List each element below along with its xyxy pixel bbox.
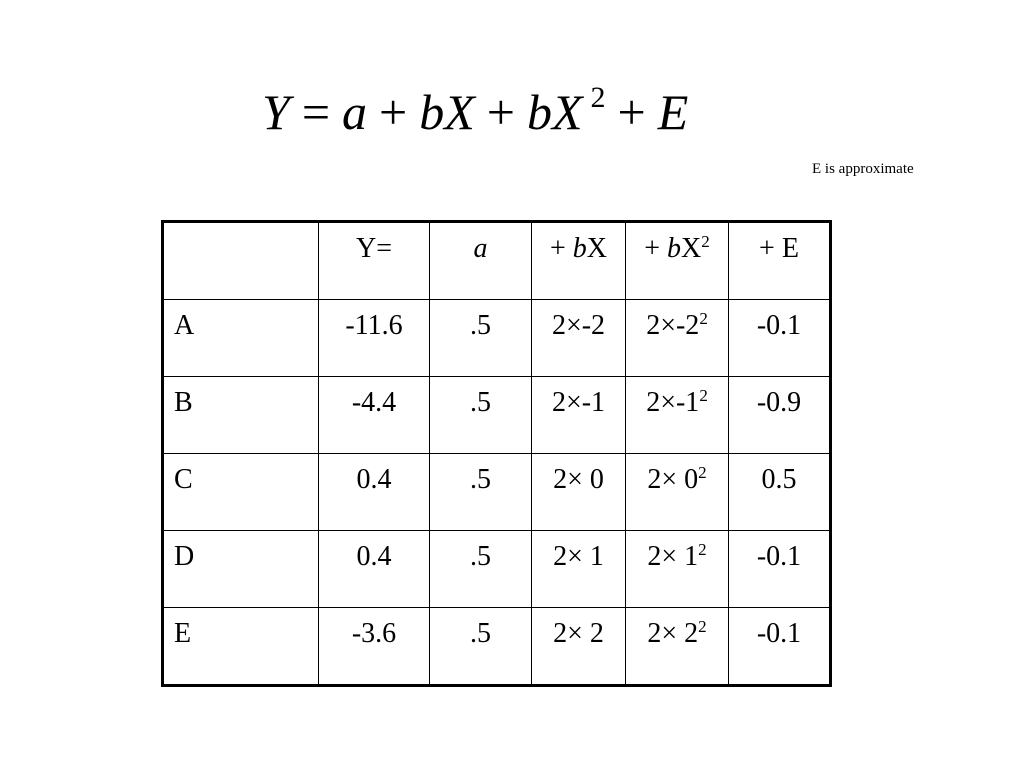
header-a-text: a	[473, 233, 488, 264]
table-row	[163, 377, 831, 454]
header-bx2-b: b	[667, 233, 682, 264]
header-bx2-x: X	[681, 233, 702, 264]
cell-bx: 2× 0	[532, 454, 626, 531]
cell-y: -3.6	[319, 608, 430, 686]
header-bx-x: X	[586, 233, 608, 264]
cell-y: 0.4	[319, 454, 430, 531]
cell-bx2	[626, 531, 729, 608]
cell-bx2-base: 2× 1	[647, 541, 699, 572]
cell-a: .5	[430, 608, 532, 686]
row-label: C	[163, 454, 319, 531]
approximation-note: E is approximate	[812, 161, 914, 177]
cell-e: -0.1	[729, 531, 831, 608]
table-row	[163, 300, 831, 377]
cell-bx2-sup: 2	[698, 540, 707, 559]
header-a	[430, 222, 532, 300]
cell-bx2	[626, 608, 729, 686]
table-header-row	[163, 222, 831, 300]
cell-y: -4.4	[319, 377, 430, 454]
cell-bx2	[626, 300, 729, 377]
row-label: A	[163, 300, 319, 377]
eq-y: Y	[262, 84, 290, 140]
cell-bx: 2× 2	[532, 608, 626, 686]
header-bx2	[626, 222, 729, 300]
cell-bx: 2×-2	[532, 300, 626, 377]
row-label: E	[163, 608, 319, 686]
eq-equals: =	[301, 84, 331, 140]
header-e: + E	[729, 222, 831, 300]
data-table	[161, 220, 832, 687]
equation	[262, 82, 688, 150]
cell-bx2-sup: 2	[699, 386, 708, 405]
eq-plus-3: +	[617, 84, 646, 140]
header-bx-b: b	[572, 233, 587, 264]
table-row	[163, 608, 831, 686]
cell-bx2-base: 2×-2	[646, 310, 700, 341]
cell-e: -0.1	[729, 300, 831, 377]
cell-y: 0.4	[319, 531, 430, 608]
cell-bx2-base: 2× 0	[647, 464, 699, 495]
header-bx2-sup: 2	[701, 232, 710, 251]
cell-bx: 2× 1	[532, 531, 626, 608]
eq-x-1: X	[444, 84, 475, 140]
header-y: Y=	[319, 222, 430, 300]
eq-e: E	[657, 84, 689, 140]
table-row	[163, 531, 831, 608]
cell-bx2-sup: 2	[698, 463, 707, 482]
header-empty	[163, 222, 319, 300]
eq-b-2: b	[526, 84, 552, 140]
cell-y: -11.6	[319, 300, 430, 377]
cell-e: -0.9	[729, 377, 831, 454]
cell-bx2	[626, 454, 729, 531]
header-bx2-plus: +	[644, 233, 668, 264]
eq-a: a	[342, 84, 368, 140]
eq-x-2: X	[551, 84, 583, 140]
cell-e: -0.1	[729, 608, 831, 686]
row-label: D	[163, 531, 319, 608]
cell-e: 0.5	[729, 454, 831, 531]
cell-a: .5	[430, 454, 532, 531]
cell-a: .5	[430, 377, 532, 454]
cell-bx2-base: 2× 2	[647, 618, 699, 649]
cell-a: .5	[430, 531, 532, 608]
cell-a: .5	[430, 300, 532, 377]
table-row	[163, 454, 831, 531]
header-bx	[532, 222, 626, 300]
row-label: B	[163, 377, 319, 454]
cell-bx: 2×-1	[532, 377, 626, 454]
cell-bx2-base: 2×-1	[646, 387, 700, 418]
eq-exponent: 2	[590, 81, 606, 114]
cell-bx2	[626, 377, 729, 454]
cell-bx2-sup: 2	[699, 309, 708, 328]
eq-plus-1: +	[379, 84, 408, 140]
cell-bx2-sup: 2	[698, 617, 707, 636]
eq-plus-2: +	[486, 84, 515, 140]
header-bx-plus: +	[549, 233, 573, 264]
eq-b-1: b	[419, 84, 445, 140]
